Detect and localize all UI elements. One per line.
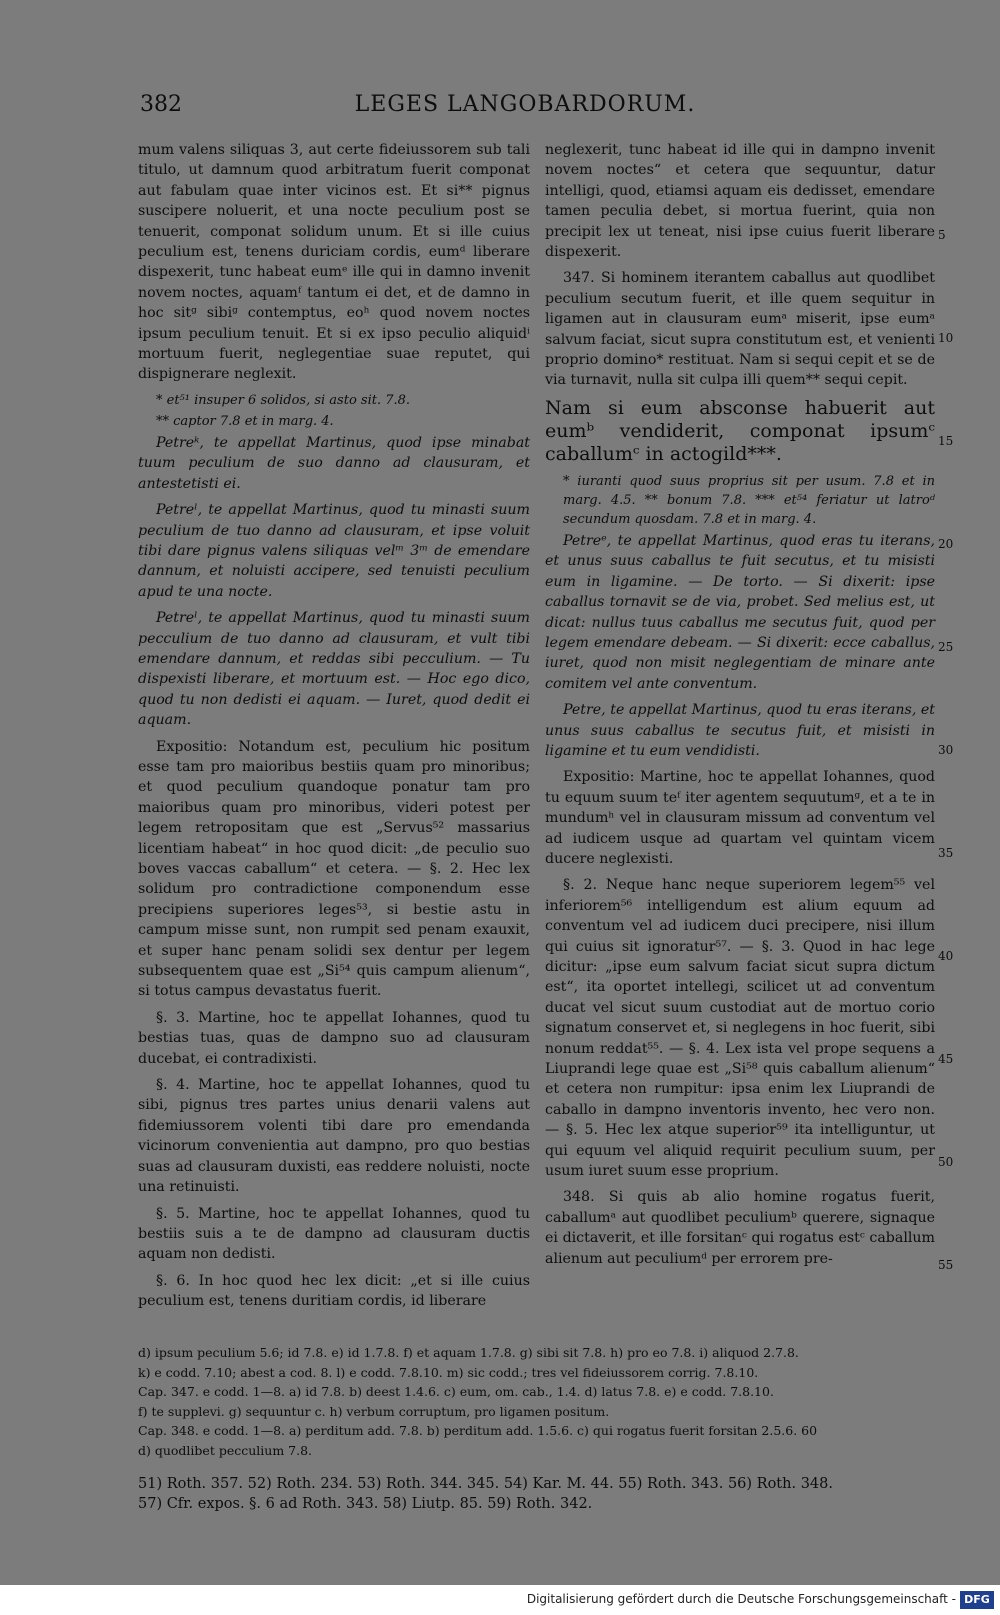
apparatus-line: d) quodlibet pecculium 7.8.: [138, 1442, 312, 1458]
line-number: 35: [938, 846, 954, 860]
reference-line: 51) Roth. 357. 52) Roth. 234. 53) Roth. 344. 345. 54) Kar. M. 44. 55) Roth. 343. 56) Roth. 348.: [138, 1476, 833, 1492]
line-number: 50: [938, 1155, 954, 1169]
left-column-paragraph: §. 4. Martine, hoc te appellat Iohannes, quod tu sibi, pignus tres partes unius denarii valens aut fidemiussorem volenti tibi dare pro emendanda vicinorum convenientia aut dampno, pro quo bestias suas ad clausuram duxisti, eas reddere noluisti, nocte una retinuisti.: [138, 1077, 530, 1196]
line-number: 30: [938, 743, 954, 757]
reference-line: 57) Cfr. expos. §. 6 ad Roth. 343. 58) Liutp. 85. 59) Roth. 342.: [138, 1496, 593, 1512]
footer-credit: Digitalisierung gefördert durch die Deutsche Forschungsgemeinschaft -: [526, 1592, 956, 1606]
right-column-paragraph: Petreᵉ, te appellat Martinus, quod eras tu iterans, et unus suus caballus te fuit secutus, et tu misisti eum in ligamine. — De torto. — Si dixerit: ipse caballus tornavit se de via, probet. Sed melius est, ut dicat: nullus tuus caballus me secutus fuit, quod per legem emendare debeam. — Si dixerit: ecce caballus, iuret, quod non misit neglegentiam de minare ante comitem vel ante conventum.: [545, 532, 935, 692]
left-text-column: [138, 140, 530, 1318]
left-column-paragraph: Petreˡ, te appellat Martinus, quod tu minasti suum peculium de tuo danno ad clausuram, et ipse voluit tibi dare pignus valens siliquas velᵐ 3ᵐ de emendare dannum, et noluisti accipere, sed tenuisti peculium apud te una nocte.: [138, 502, 530, 600]
right-column-paragraph: Expositio: Martine, hoc te appellat Iohannes, quod tu equum suum teᶠ iter agentem sequutumᵍ, et a te in mundumʰ vel in clausuram missum ad conventum vel ad iudicem usque ad quartam vel quintam vicem ducere neglexisti.: [545, 769, 935, 867]
right-column-paragraph: neglexerit, tunc habeat id ille qui in dampno invenit novem noctes“ et cetera que sequuntur, datur intelligi, quod, etiamsi aquam eis dedisset, emendare tamen peculia debet, si mortua fuerint, quia non precipit lex ut teneat, nisi ipse cuius fuerit liberare dispexerit.: [545, 142, 935, 261]
line-number: 5: [938, 228, 946, 242]
line-number: 10: [938, 331, 954, 345]
left-column-paragraph: Expositio: Notandum est, peculium hic positum esse tam pro maioribus bestiis quam pro minoribus; et quod peculium quandoque ponatur tam pro maioribus quam pro minoribus, videri potest per legem retropositam que est „Servus⁵² massarius licentiam habeat“ in hoc quod dicit: „de peculio suo boves vaccas caballum“ et cetera. — §. 2. Hec lex solidum pro contradictione componendum esse precipiens superiores leges⁵³, si bestie astu in campum misse sunt, non rumpit sed penam exauxit, et super hanc penam solidi sex dentur per legem subsequentem quae est „Si⁵⁴ quis campum alienum“, si totus campus devastatus fuerit.: [138, 738, 530, 1000]
line-number: 55: [938, 1258, 954, 1272]
line-number: 15: [938, 434, 954, 448]
source-references: [138, 1474, 928, 1514]
left-column-paragraph: §. 6. In hoc quod hec lex dicit: „et si ille cuius peculium est, tenens duritiam cordis, id liberare: [138, 1272, 530, 1310]
page-number: 382: [140, 92, 182, 117]
apparatus-line: f) te supplevi. g) sequuntur c. h) verbum corruptum, pro ligamen positum.: [138, 1403, 610, 1419]
line-number: 20: [938, 537, 954, 551]
footer-bar: [0, 1585, 1000, 1615]
right-column-paragraph: 347. Si hominem iterantem caballus aut quodlibet peculium secutum fuerit, et ille quem sequitur in ligamen aut in clausuram eumᵃ miserit, ipse eumᵃ salvum faciat, sicut supra constitutum est, et venienti proprio domino* restituat. Nam si sequi cepit et se de via turnavit, nulla sit culpa illi quem** sequi cepit.: [545, 270, 935, 389]
page-header: [140, 92, 910, 122]
left-column-paragraph: Petreˡ, te appellat Martinus, quod tu minasti suum pecculium de tuo danno ad clausuram, et vult tibi emendare dannum, et reddas sibi pecculium. — Tu dispexisti liberare, et mortuum est. — Hoc ego dico, quod tu non dedisti ei aquam. — Iuret, quod dedit ei aquam.: [138, 610, 530, 729]
left-column-paragraph: ** captor 7.8 et in marg. 4.: [156, 413, 334, 429]
left-column-paragraph: * et⁵¹ insuper 6 solidos, si asto sit. 7.8.: [156, 392, 411, 408]
left-column-paragraph: §. 5. Martine, hoc te appellat Iohannes, quod tu bestiis suis a te de dampno ad clausuram ductis aquam non dedisti.: [138, 1205, 530, 1263]
apparatus-line: d) ipsum peculium 5.6; id 7.8. e) id 1.7.8. f) et aquam 1.7.8. g) sibi sit 7.8. h) pro eo 7.8. i) aliquod 2.7.8.: [138, 1345, 799, 1360]
apparatus-line: Cap. 347. e codd. 1—8. a) id 7.8. b) deest 1.4.6. c) eum, om. cab., 1.4. d) latus 7.8. e) e codd. 7.8.10.: [138, 1384, 774, 1399]
right-column-paragraph: Petre, te appellat Martinus, quod tu eras iterans, et unus suus caballus te secutus fuit, et misisti in ligamine et tu eum vendidisti.: [545, 702, 935, 759]
dfg-logo: DFG: [960, 1591, 994, 1609]
left-column-paragraph: §. 3. Martine, hoc te appellat Iohannes, quod tu bestias tuas, quas de dampno suo ad clausuram ducebat, ei contradixisti.: [138, 1009, 530, 1067]
right-column-paragraph: 348. Si quis ab alio homine rogatus fuerit, caballumᵃ aut quodlibet peculiumᵇ querere, signaque ei dictaverit, et ille forsitanᶜ qui rogatus estᶜ caballum alienum aut peculiumᵈ per errorem pre-: [545, 1189, 935, 1267]
running-title: LEGES LANGOBARDORUM.: [354, 92, 696, 117]
right-column-paragraph: §. 2. Neque hanc neque superiorem legem⁵⁵ vel inferiorem⁵⁶ intelligendum est alium equum ad conventum vel ad iudicem duci precipere, nisi illum qui cuius sit ignoratur⁵⁷. — §. 3. Quod in hac lege dicitur: „ipse eum salvum faciat sicut supra dictum est“, ita oportet intellegi, scilicet ut ad conventum ducat vel sicut suum custodiat aut de mortuo corio signatum conservet et, si neglegens in hoc fuerit, sibi nonum reddat⁵⁵. — §. 4. Lex ista vel prope sequens a Liuprandi lege quae est „Si⁵⁸ quis caballum alienum“ et cetera non rumpitur: ipsa enim lex Liuprandi de caballo in dampno inventoris invento, hec vero non. — §. 5. Hec lex atque superior⁵⁹ ita intelliguntur, ut qui equum vel aliquid requirit peculium suum, per usum iuret suum esse proprium.: [545, 877, 935, 1180]
line-number: 40: [938, 949, 954, 963]
left-column-paragraph: Petreᵏ, te appellat Martinus, quod ipse minabat tuum peculium de suo danno ad clausuram, et antestetisti ei.: [138, 434, 530, 492]
line-number: 45: [938, 1052, 954, 1066]
right-text-column: [545, 140, 935, 1275]
right-column-paragraph: * iuranti quod suus proprius sit per usum. 7.8 et in marg. 4.5. ** bonum 7.8. *** et⁵⁴ feriatur ut latroᵈ secundum quosdam. 7.8 et in marg. 4.: [563, 473, 935, 527]
line-number: 25: [938, 640, 954, 654]
critical-apparatus: [138, 1343, 928, 1460]
left-column-paragraph: mum valens siliquas 3, aut certe fideiussorem sub tali titulo, ut damnum quod arbitratum fuerit componat aut fabulam quae inter vicinos est. Et si** pignus suscipere noluerit, et una nocte peculium post se tenuerit, componat solidum unum. Et si ille cuius peculium est, tenens duriciam cordis, eumᵈ liberare dispexerit, tunc habeat eumᵉ ille qui in damno invenit novem noctes, aquamᶠ tantum ei det, et de damno in hoc sitᵍ sibiᵍ contemptus, eoʰ quod novem noctes ipsum peculium tenuit. Et si ex ipso peculio aliquidⁱ mortuum fuerit, neglegentiae suae reputet, qui dispignerare neglexit.: [138, 142, 530, 383]
apparatus-line: k) e codd. 7.10; abest a cod. 8. l) e codd. 7.8.10. m) sic codd.; tres vel fideiussorem corrig. 7.8.10.: [138, 1364, 759, 1380]
right-column-paragraph: Nam si eum absconse habuerit aut eumᵇ vendiderit, componat ipsumᶜ caballumᶜ in actogild***.: [545, 396, 935, 465]
apparatus-line: Cap. 348. e codd. 1—8. a) perditum add. 7.8. b) perditum add. 1.5.6. c) qui rogatus fuerit forsitan 2.5.6. 60: [138, 1423, 818, 1438]
